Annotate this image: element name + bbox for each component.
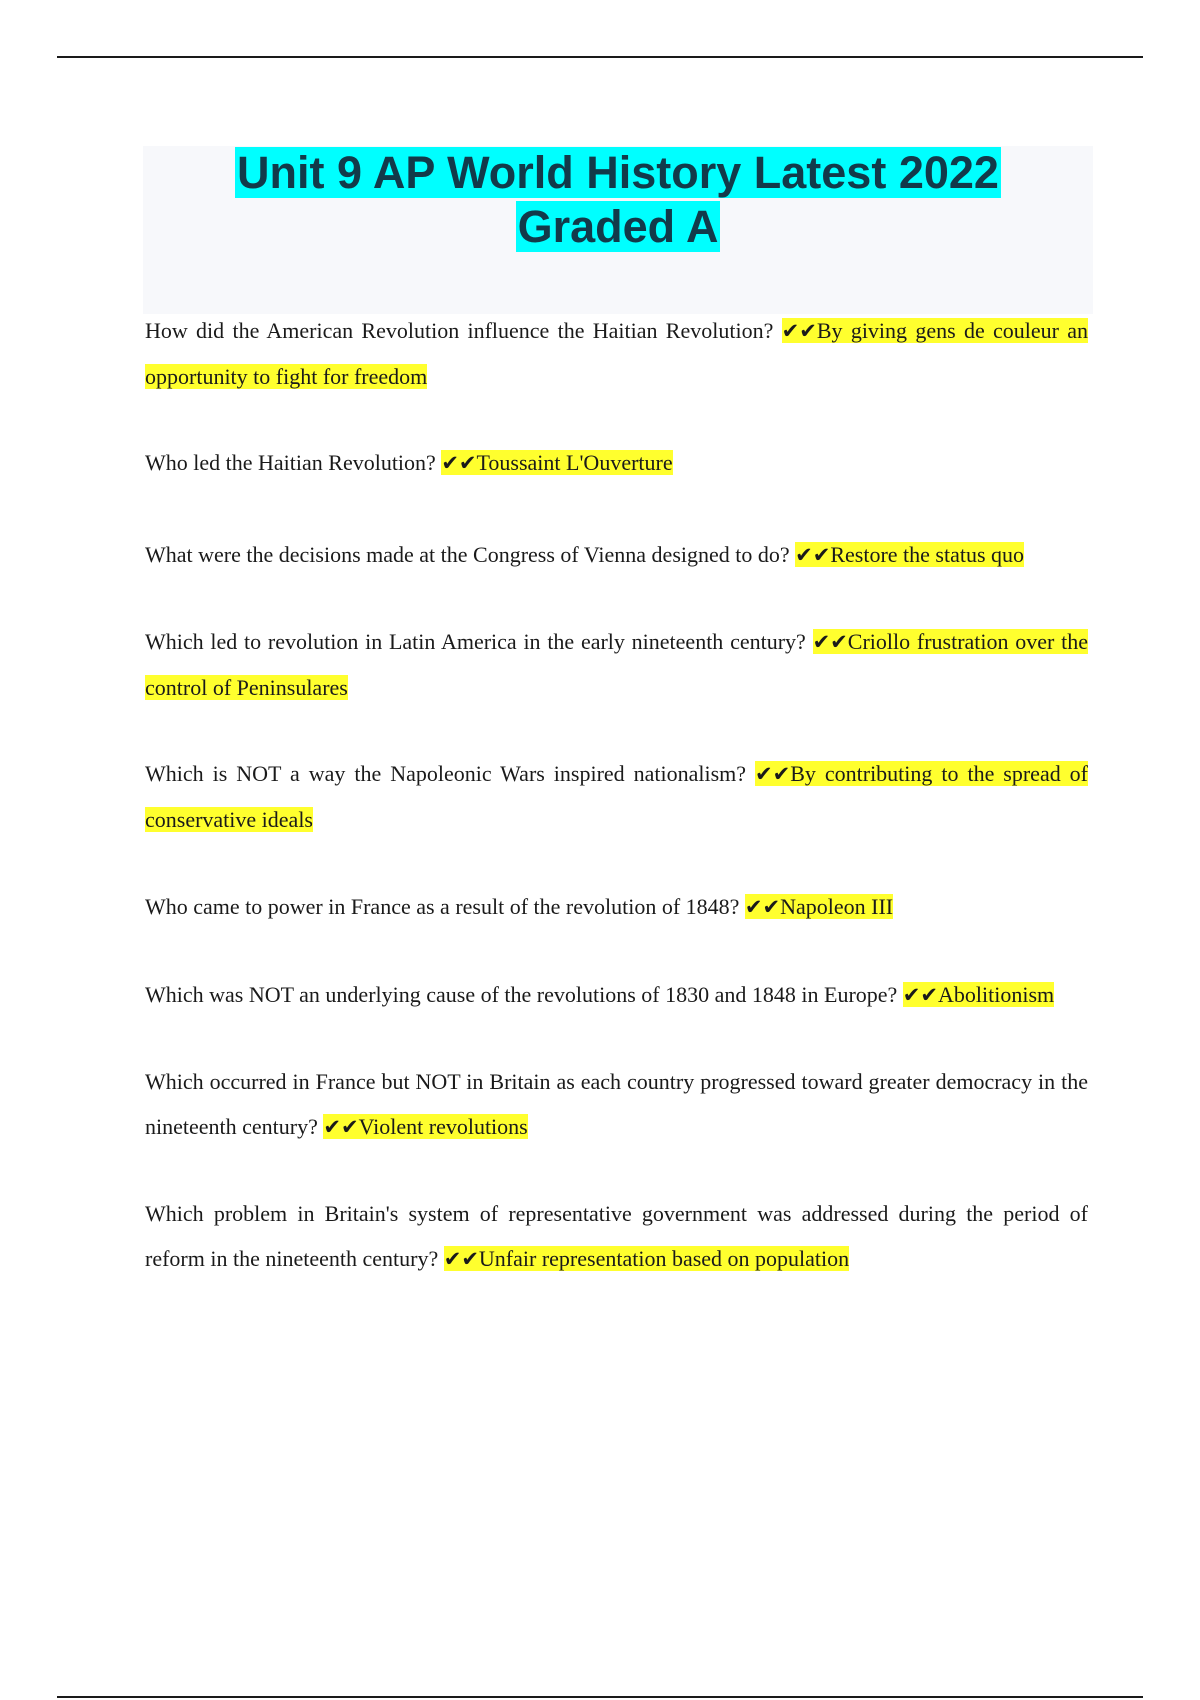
double-check-icon: ✔✔: [441, 451, 477, 475]
answer-text: Napoleon III: [780, 894, 894, 919]
answer-highlight: [441, 450, 672, 475]
double-check-icon: ✔✔: [902, 983, 938, 1007]
double-check-icon: ✔✔: [323, 1115, 359, 1139]
double-check-icon: ✔✔: [755, 762, 791, 786]
title-highlight-2: Graded A: [517, 201, 719, 252]
title-highlight-1: Unit 9 AP World History Latest 2022: [237, 147, 999, 198]
answer-text: Restore the status quo: [830, 542, 1025, 567]
qa-item: [145, 751, 1088, 842]
answer-highlight: [745, 894, 893, 919]
qa-item: [145, 619, 1088, 710]
answer-highlight: [903, 982, 1054, 1007]
question-text: What were the decisions made at the Congress of Vienna designed to do?: [145, 542, 790, 567]
answer-highlight: [444, 1246, 849, 1271]
answer-text: By giving gens de couleur an opportunity to fight for freedom: [145, 318, 1089, 389]
double-check-icon: ✔✔: [781, 319, 817, 343]
double-check-icon: ✔✔: [443, 1247, 479, 1271]
question-text: Which problem in Britain's system of representative government was addressed during the period of reform in the nineteenth century?: [145, 1201, 1088, 1271]
question-text: How did the American Revolution influence the Haitian Revolution?: [145, 318, 774, 343]
top-rule: [57, 56, 1143, 58]
double-check-icon: ✔✔: [795, 543, 831, 567]
qa-item: [145, 532, 1088, 578]
document-title-line-1: [143, 146, 1093, 200]
answer-text: Violent revolutions: [358, 1114, 528, 1139]
answer-text: Criollo frustration over the control of Peninsulares: [145, 629, 1089, 700]
question-text: Which occurred in France but NOT in Britain as each country progressed toward greater democracy in the nineteenth century?: [145, 1069, 1088, 1139]
qa-item: [145, 440, 1088, 486]
question-text: Which led to revolution in Latin America in the early nineteenth century?: [145, 629, 806, 654]
title-block: [143, 146, 1093, 314]
document-title-line-2: [143, 200, 1093, 254]
qa-item: [145, 884, 1088, 930]
answer-highlight: [323, 1114, 527, 1139]
answer-highlight: [795, 542, 1024, 567]
answer-text: By contributing to the spread of conservative ideals: [145, 761, 1088, 832]
qa-item: [145, 972, 1088, 1018]
answer-text: Unfair representation based on population: [478, 1246, 850, 1271]
bottom-rule: [57, 1696, 1143, 1698]
question-text: Who led the Haitian Revolution?: [145, 450, 436, 475]
question-text: Which was NOT an underlying cause of the revolutions of 1830 and 1848 in Europe?: [145, 982, 898, 1007]
answer-text: Abolitionism: [938, 982, 1055, 1007]
double-check-icon: ✔✔: [744, 895, 781, 919]
qa-item: [145, 1191, 1088, 1282]
double-check-icon: ✔✔: [812, 630, 848, 654]
question-text: Which is NOT a way the Napoleonic Wars inspired nationalism?: [145, 761, 747, 786]
qa-list: [145, 308, 1088, 1282]
qa-item: [145, 1059, 1088, 1150]
answer-text: Toussaint L'Ouverture: [476, 450, 673, 475]
qa-item: [145, 308, 1088, 399]
question-text: Who came to power in France as a result of the revolution of 1848?: [145, 894, 740, 919]
